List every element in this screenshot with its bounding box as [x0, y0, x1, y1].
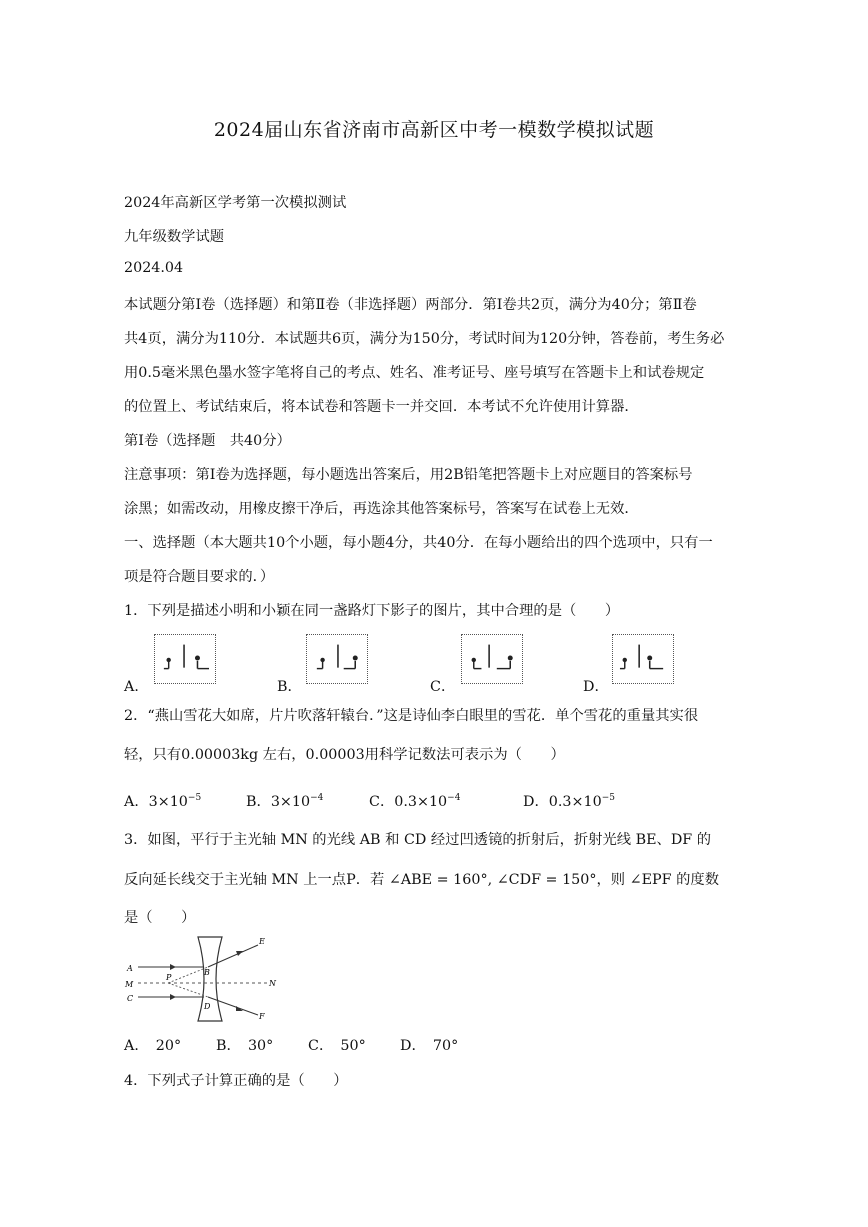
q2-stem-line-2: 轻，只有0.00003kg 左右，0.00003用科学记数法可表示为（ ）: [124, 747, 565, 763]
q1-option-d-figure: [612, 634, 674, 684]
part-heading-line-1: 一、选择题（本大题共10个小题，每小题4分，共40分．在每小题给出的四个选项中，只有一: [124, 535, 713, 551]
q2-option-a: [124, 791, 201, 811]
lens-label-b: B: [204, 968, 210, 977]
page-title: 2024届山东省济南市高新区中考一模数学模拟试题: [213, 119, 655, 141]
q2-option-a-exp: −5: [187, 793, 202, 804]
header-line-3: 2024.04: [124, 260, 184, 276]
q2-option-c-exp: −4: [447, 793, 461, 804]
q1-option-a-label: A．: [124, 679, 149, 695]
q1-option-a-figure: [154, 634, 216, 684]
instruction-line-4: 的位置上、考试结束后，将本试卷和答题卡一并交回．本考试不允许使用计算器．: [124, 399, 639, 415]
q1-option-b-label: B．: [277, 679, 302, 695]
q3-stem-line-3: 是（ ）: [124, 910, 196, 926]
lens-label-e: E: [259, 937, 265, 946]
q2-option-c-base: 0.3×10: [394, 794, 448, 810]
q3-stem-line-2: 反向延长线交于主光轴 MN 上一点P．若 ∠ABE = 160°, ∠CDF = 150°，则 ∠EPF 的度数: [124, 872, 720, 888]
q4-stem: 4．下列式子计算正确的是（ ）: [124, 1073, 348, 1089]
q2-stem-line-1: 2．“燕山雪花大如席，片片吹落轩辕台．”这是诗仙李白眼里的雪花．单个雪花的重量其实很: [124, 708, 699, 724]
lens-label-n: N: [269, 979, 276, 988]
q1-stem: 1．下列是描述小明和小颖在同一盏路灯下影子的图片，其中合理的是（ ）: [124, 603, 620, 619]
section-heading: 第Ⅰ卷（选择题 共40分）: [124, 433, 291, 449]
lens-label-m: M: [125, 980, 134, 989]
part-heading-line-2: 项是符合题目要求的．）: [124, 569, 275, 585]
q3-option-a: A． 20°: [124, 1038, 182, 1054]
instruction-line-3: 用0.5毫米黑色墨水签字笔将自己的考点、姓名、准考证号、座号填写在答题卡上和试卷规定: [124, 365, 705, 381]
notice-line-2: 涂黑；如需改动，用橡皮擦干净后，再选涂其他答案标号，答案写在试卷上无效．: [124, 501, 639, 517]
q2-option-d-base: 0.3×10: [548, 794, 602, 810]
q1-option-c-figure: [461, 634, 523, 684]
q2-option-c: [369, 791, 460, 811]
lens-label-f: F: [259, 1012, 265, 1021]
q2-option-d: [523, 791, 615, 811]
q3-lens-figure: [124, 933, 280, 1025]
q2-option-a-base: 3×10: [148, 794, 188, 810]
q1-option-c-label: C．: [430, 679, 456, 695]
notice-line-1: 注意事项：第Ⅰ卷为选择题，每小题选出答案后，用2B铅笔把答题卡上对应题目的答案标号: [124, 467, 693, 483]
q2-option-b-exp: −4: [310, 793, 324, 804]
q3-option-c: C． 50°: [308, 1038, 366, 1054]
q2-option-a-label: A．: [124, 794, 149, 810]
q2-option-b-label: B．: [246, 794, 271, 810]
lens-label-d: D: [204, 1002, 211, 1011]
q2-option-c-label: C．: [369, 794, 395, 810]
q3-option-b: B． 30°: [216, 1038, 274, 1054]
q3-option-d: D． 70°: [400, 1038, 459, 1054]
instruction-line-2: 共4页，满分为110分．本试题共6页，满分为150分，考试时间为120分钟，答卷前，考生务必: [124, 331, 725, 347]
instruction-line-1: 本试题分第Ⅰ卷（选择题）和第Ⅱ卷（非选择题）两部分．第Ⅰ卷共2页，满分为40分；第Ⅱ卷: [124, 297, 697, 313]
q2-option-d-label: D．: [523, 794, 549, 810]
q3-stem-line-1: 3．如图，平行于主光轴 MN 的光线 AB 和 CD 经过凹透镜的折射后，折射光线 BE、DF 的: [124, 832, 712, 848]
lens-label-a: A: [127, 964, 133, 973]
lens-label-c: C: [127, 994, 134, 1003]
q2-option-b: [246, 791, 323, 811]
header-line-1: 2024年高新区学考第一次模拟测试: [124, 195, 347, 211]
q1-option-d-label: D．: [583, 679, 609, 695]
header-line-2: 九年级数学试题: [124, 229, 225, 245]
q1-option-b-figure: [306, 634, 368, 684]
lens-label-p: P: [166, 973, 172, 982]
q2-option-d-exp: −5: [601, 793, 615, 804]
q2-option-b-base: 3×10: [270, 794, 311, 810]
